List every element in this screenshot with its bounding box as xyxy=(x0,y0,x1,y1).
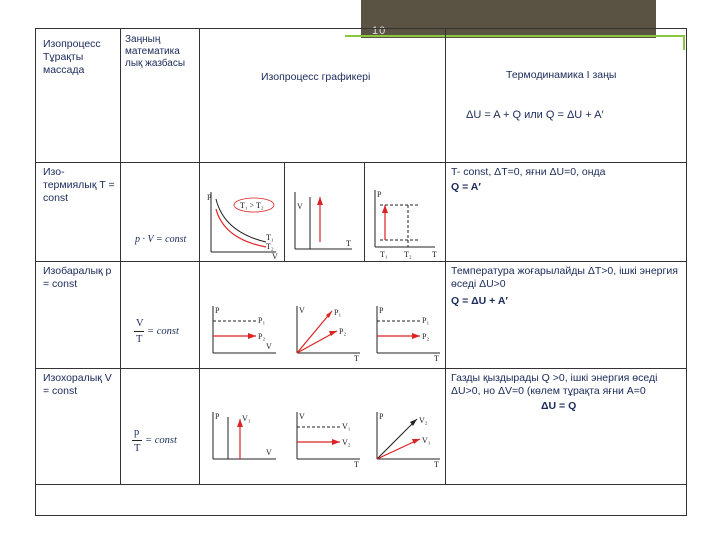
isochoric-pv-graph xyxy=(208,407,283,467)
row-isothermal-text2: Q = A′ xyxy=(451,181,481,193)
isochoric-vt-graph xyxy=(292,407,367,467)
row-isochoric-law-fraction-bar xyxy=(132,440,142,441)
row-isochoric-law-rhs: = const xyxy=(145,435,177,446)
isothermal-v-label: V xyxy=(272,252,278,261)
isobaric-pt-t-label: T xyxy=(434,354,439,363)
col-divider-2 xyxy=(199,29,200,484)
isochoric-pt-v1-label: V₂ xyxy=(419,416,428,425)
isobaric-pv-v-label: V xyxy=(266,342,272,351)
isothermal-t-relation: T₁ > T₂ xyxy=(240,201,264,210)
row-isochoric-text1: Газды қыздырады Q >0, ішкі энергия өседі ΔU>0, но ΔV=0 (көлем тұрақта яғни A=0 xyxy=(451,372,658,397)
row-isochoric-text2: ΔU = Q xyxy=(541,400,577,412)
isochoric-pt-graph xyxy=(372,407,447,467)
row-isobaric-text2: Q = ΔU + A′ xyxy=(451,295,508,307)
isochoric-vt-v2-label: V₂ xyxy=(342,438,351,447)
isobaric-pt-graph xyxy=(372,301,447,361)
isothermal-pt-t1-label: T₁ xyxy=(380,250,388,259)
row-divider-2 xyxy=(36,261,686,262)
isothermal-t2-label: T₂ xyxy=(266,242,274,251)
isobaric-vt-p2-label: P₂ xyxy=(339,327,347,336)
isobaric-pv-p2-label: P₂ xyxy=(258,332,266,341)
isothermal-vt-t-label: T xyxy=(346,239,351,248)
row-isochoric-law-den: T xyxy=(134,443,141,454)
subcol-divider-1 xyxy=(284,162,285,261)
isobaric-vt-v-label: V xyxy=(299,306,305,315)
isothermal-pt-t2-label: T₂ xyxy=(404,250,412,259)
isothermal-pt-p-label: P xyxy=(377,190,382,199)
isochoric-pt-t-label: T xyxy=(434,460,439,469)
isothermal-p-label: P xyxy=(207,193,212,202)
isobaric-pv-p-label: P xyxy=(215,306,220,315)
header-col1: Изопроцесс Тұрақты массада xyxy=(43,38,101,76)
row-isobaric-law-num: V xyxy=(136,318,144,329)
isochoric-pt-p-label: P xyxy=(379,412,384,421)
slide-number: 10 xyxy=(372,25,387,37)
isobaric-vt-p1-label: P₁ xyxy=(334,308,342,317)
isochoric-pv-v-label: V xyxy=(266,448,272,457)
row-isothermal-name: Изо- термиялық T = const xyxy=(43,166,115,204)
header-col4-formula: ΔU = A + Q или Q = ΔU + A′ xyxy=(466,109,604,121)
row-isobaric-name: Изобаралық p = const xyxy=(43,265,112,290)
isothermal-pv-graph xyxy=(206,187,281,261)
isochoric-vt-t-label: T xyxy=(354,460,359,469)
isochoric-vt-v-label: V xyxy=(299,412,305,421)
isochoric-vt-v1-label: V₁ xyxy=(342,422,351,431)
row-isobaric-law-fraction-bar xyxy=(134,331,144,332)
row-isobaric-text1: Температура жоғарылайды ΔT>0, ішкі энергия өседі ΔU>0 xyxy=(451,265,678,290)
col-divider-1 xyxy=(120,29,121,484)
row-isobaric-law-rhs: = const xyxy=(147,326,179,337)
isochoric-pv-p-label: P xyxy=(215,412,220,421)
isobaric-vt-graph xyxy=(292,301,367,361)
isobaric-pv-p1-label: P₁ xyxy=(258,316,266,325)
isothermal-vt-graph xyxy=(290,187,360,257)
isochoric-pt-v2-label: V₁ xyxy=(422,436,431,445)
row-divider-1 xyxy=(36,162,686,163)
row-isochoric-name: Изохоралық V = const xyxy=(43,372,112,397)
header-col2: Заңның математика лық жазбасы xyxy=(125,34,186,69)
row-isobaric-law-den: T xyxy=(136,334,143,345)
row-isothermal-law: p · V = const xyxy=(135,234,187,245)
isothermal-pt-t-label: T xyxy=(432,250,437,259)
isobaric-pt-p2-label: P₂ xyxy=(422,332,430,341)
header-col3: Изопроцесс графикері xyxy=(261,71,371,83)
isothermal-t1-label: T₁ xyxy=(266,233,274,242)
row-divider-4 xyxy=(36,484,686,485)
subcol-divider-2 xyxy=(364,162,365,261)
header-col4-title: Термодинамика I заңы xyxy=(506,69,617,81)
row-divider-3 xyxy=(36,368,686,369)
isobaric-pt-p1-label: P₁ xyxy=(422,316,430,325)
isothermal-vt-v-label: V xyxy=(297,202,303,211)
row-isochoric-law-num: p xyxy=(134,427,140,438)
isoprocess-table xyxy=(35,28,687,516)
isobaric-pv-graph xyxy=(208,301,283,361)
row-isothermal-text1: T- const, ΔT=0, яғни ΔU=0, онда xyxy=(451,166,606,178)
isobaric-vt-t-label: T xyxy=(354,354,359,363)
isobaric-pt-p-label: P xyxy=(379,306,384,315)
isothermal-pt-graph xyxy=(370,185,445,257)
isochoric-pv-v1-label: V₁ xyxy=(242,414,251,423)
